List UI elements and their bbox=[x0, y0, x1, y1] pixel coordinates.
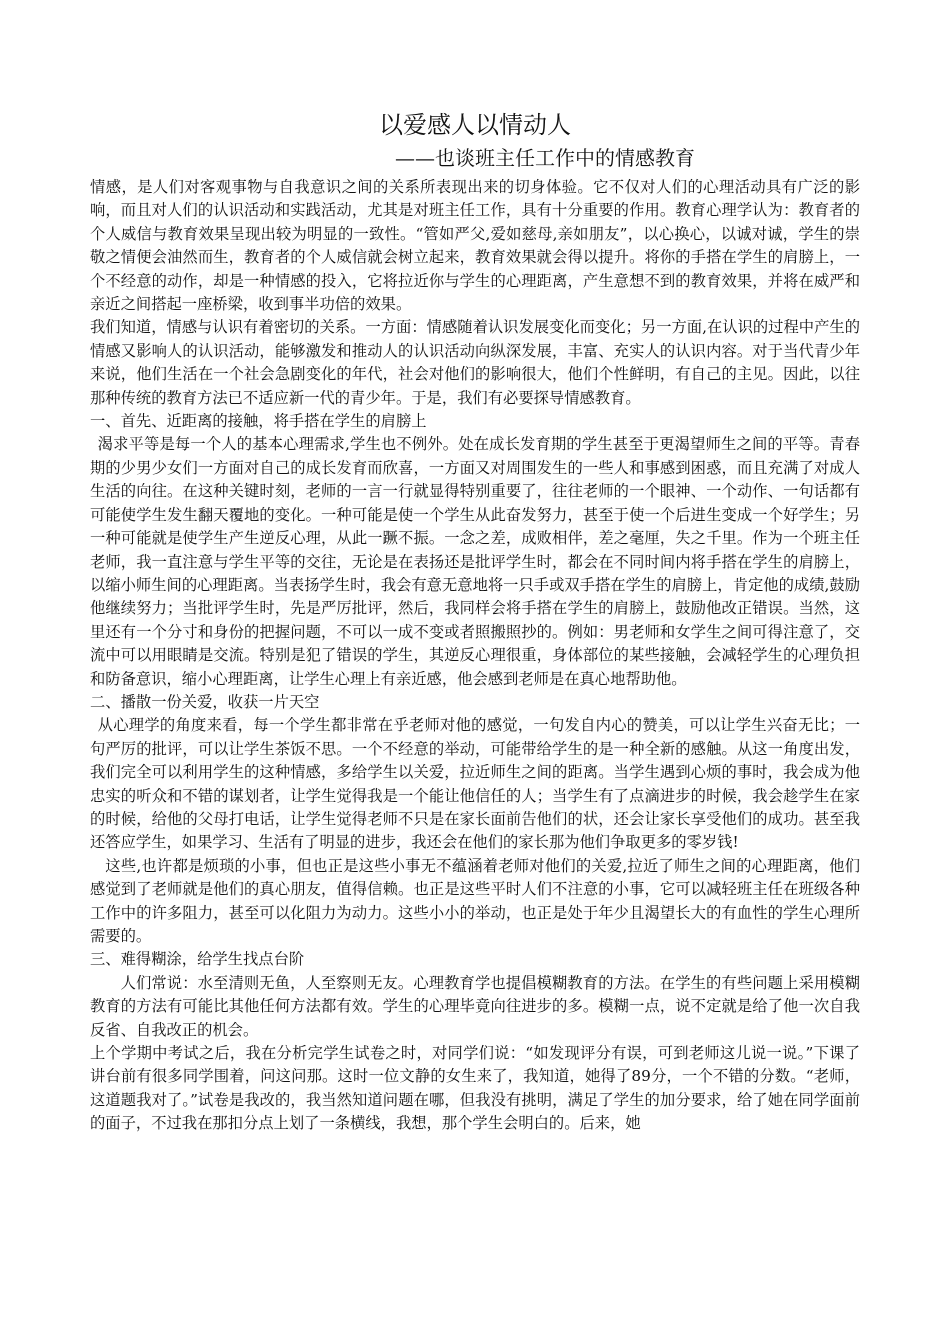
paragraph-intro: 情感，是人们对客观事物与自我意识之间的关系所表现出来的切身体验。它不仅对人们的心理活动具有广泛的影响，而且对人们的认识活动和实践活动，尤其是对班主任工作，具有十分重要的作用。教育心理学认为：教育者的个人威信与教育效果呈现出较为明显的一致性。“管如严父,爱如慈母,亲如朋友”，以心换心，以诚对诚，学生的崇敬之情便会油然而生，教育者的个人威信就会树立起来，教育效果就会得以提升。将你的手搭在学生的肩膀上，一个不经意的动作，却是一种情感的投入，它将拉近你与学生的心理距离，产生意想不到的教育效果，并将在威严和亲近之间搭起一座桥梁，收到事半功倍的效果。 bbox=[90, 178, 860, 314]
document-subtitle: ——也谈班主任工作中的情感教育 bbox=[395, 146, 695, 170]
paragraph-section-2a: 从心理学的角度来看，每一个学生都非常在乎老师对他的感觉，一句发自内心的赞美，可以让学生兴奋无比；一句严厉的批评，可以让学生茶饭不思。一个不经意的举动，可能带给学生的是一种全新的感触。从这一角度出发，我们完全可以利用学生的这种情感，多给学生以关爱，拉近师生之间的距离。当学生遇到心烦的事时，我会成为他忠实的听众和不错的谋划者，让学生觉得我是一个能让他信任的人；当学生有了点滴进步的时候，我会趁学生在家的时候，给他的父母打电话，让学生觉得老师不只是在家长面前告他们的状，还会让家长享受他们的成功。甚至我还答应学生，如果学习、生活有了明显的进步，我还会在他们的家长那为他们争取更多的零岁钱! bbox=[90, 716, 860, 852]
paragraph-section-3a: 人们常说：水至清则无鱼，人至察则无友。心理教育学也提倡模糊教育的方法。在学生的有些问题上采用模糊教育的方法有可能比其他任何方法都有效。学生的心理毕竟向往进步的多。模糊一点，说不定就是给了他一次自我反省、自我改正的机会。 bbox=[90, 973, 860, 1039]
section-heading-1: 一、首先、近距离的接触，将手搭在学生的肩膀上 bbox=[90, 412, 427, 431]
paragraph-section-3b: 上个学期中考试之后，我在分析完学生试卷之时，对同学们说：“如发现评分有误，可到老师这儿说一说。”下课了讲台前有很多同学围着，问这问那。这时一位文静的女生来了，我知道，她得了89分，一个不错的分数。“老师，这道题我对了。”试卷是我改的，我当然知道问题在哪，但我没有挑明，满足了学生的加分要求，给了她在同学面前的面子，不过我在那扣分点上划了一条横线，我想，那个学生会明白的。后来，她 bbox=[90, 1044, 860, 1133]
document-body bbox=[90, 176, 860, 1136]
section-heading-2: 二、播散一份关爱，收获一片天空 bbox=[90, 692, 320, 711]
paragraph-emotion-cognition: 我们知道，情感与认识有着密切的关系。一方面：情感随着认识发展变化而变化；另一方面,在认识的过程中产生的情感又影响人的认识活动，能够激发和推动人的认识活动向纵深发展，丰富、充实人的认识内容。对于当代青少年来说，他们生活在一个社会急剧变化的年代，社会对他们的影响很大，他们个性鲜明，有自己的主见。因此，以往那种传统的教育方法已不适应新一代的青少年。于是，我们有必要探导情感教育。 bbox=[90, 318, 860, 407]
paragraph-section-1: 渴求平等是每一个人的基本心理需求,学生也不例外。处在成长发育期的学生甚至于更渴望师生之间的平等。青春期的少男少女们一方面对自己的成长发育而欣喜，一方面又对周围发生的一些人和事感到困惑，而且充满了对成人生活的向往。在这种关键时刻，老师的一言一行就显得特别重要了，往往老师的一个眼神、一个动作、一句话都有可能使学生发生翻天覆地的变化。一种可能是使一个学生从此奋发努力，甚至于使一个后进生变成一个好学生；另一种可能就是使学生产生逆反心理，从此一蹶不振。一念之差，成败相伴，差之毫厘，失之千里。作为一个班主任老师，我一直注意与学生平等的交往，无论是在表扬还是批评学生时，都会在不同时间内将手搭在学生的肩膀上，以缩小师生间的心理距离。当表扬学生时，我会有意无意地将一只手或双手搭在学生的肩膀上，肯定他的成绩,鼓励他继续努力；当批评学生时，先是严厉批评，然后，我同样会将手搭在学生的肩膀上，鼓励他改正错误。当然，这里还有一个分寸和身份的把握问题，不可以一成不变或者照搬照抄的。例如：男老师和女学生之间可得注意了，交流中可以用眼睛是交流。特别是犯了错误的学生，其逆反心理很重，身体部位的某些接触，会减轻学生的心理负担和防备意识，缩小心理距离，让学生心理上有亲近感，他会感到老师是在真心地帮助他。 bbox=[90, 435, 860, 688]
paragraph-section-2b: 这些,也许都是烦琐的小事，但也正是这些小事无不蕴涵着老师对他们的关爱,拉近了师生之间的心理距离，他们感觉到了老师就是他们的真心朋友，值得信赖。也正是这些平时人们不注意的小事，它可以减轻班主任在班级各种工作中的许多阻力，甚至可以化阻力为动力。这些小小的举动，也正是处于年少且渴望长大的有血性的学生心理所需要的。 bbox=[90, 856, 860, 945]
document-title: 以爱感人以情动人 bbox=[379, 111, 571, 139]
section-heading-3: 三、难得糊涂，给学生找点台阶 bbox=[90, 950, 305, 969]
